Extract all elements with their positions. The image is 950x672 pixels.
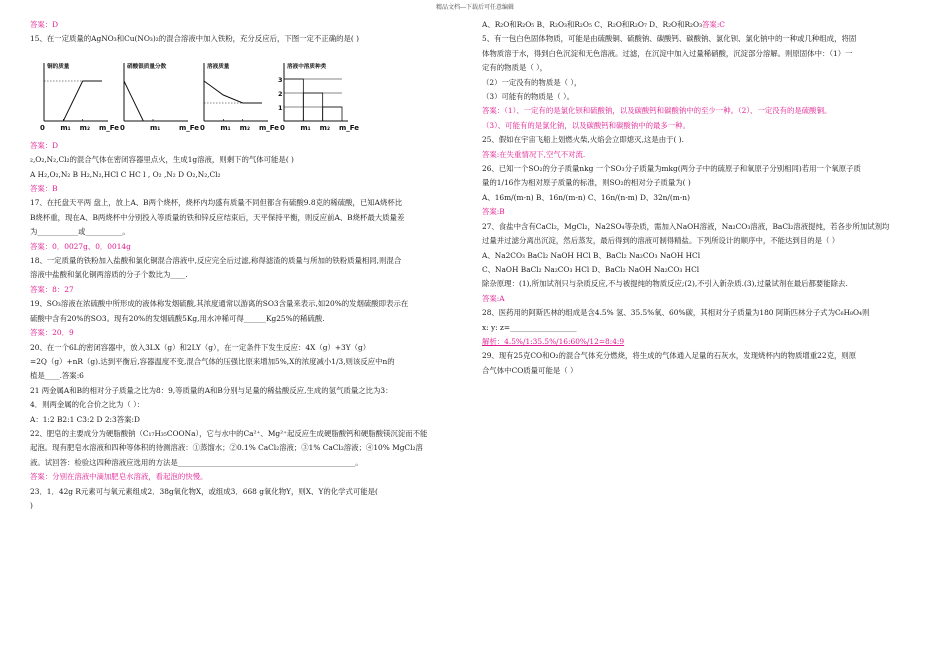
text-line: 27、食盐中含有CaCl₂，MgCl₂，Na2SO₄等杂质，需加入NaOH溶液，Na₂CO₃溶液，BaCl₂溶液提纯，若各步所加试剂均 — [482, 221, 890, 231]
tick-label: 0 — [200, 123, 205, 132]
series-line — [204, 81, 262, 103]
answer-line: 答案：分别在溶液中滴加肥皂水溶液，看起泡的快慢。 — [30, 472, 208, 482]
text-line: ₂,O₂,N₂,Cl₂的混合气体在密闭容器里点火，生成1g溶液，则剩下的气体可能是( ) — [30, 155, 294, 165]
text-line: 硫酸中含有20%的SO3。现有20%的发烟硫酸5Kg,用水冲稀可得______Kg25%的稀硫酸. — [30, 313, 325, 323]
options-text: A、R₂O和R₂O₅ B、R₂O₃和R₂O₅ C、R₂O和R₂O₇ D、R₂O和R₂O₃ — [482, 20, 703, 29]
tick-label: m₁ — [60, 123, 71, 132]
answer-line: 答案:B — [482, 207, 505, 217]
chart-title: 溶液中溶质种类 — [287, 63, 327, 70]
chart-block — [30, 51, 468, 139]
text-line: 合气体中CO质量可能是（ ） — [482, 365, 578, 375]
text-line: 18、一定质量的铁粉加入盐酸和氯化铜混合溶液中,反应完全后过滤,称得滤渣的质量与所加的铁粉质量相同,则混合 — [30, 256, 402, 266]
tick-label: m₂ — [79, 123, 91, 132]
answer-line: 答案：D — [30, 20, 59, 29]
answer-line: 答案:在失重情况下,空气不对流. — [482, 149, 586, 159]
text-line: ) — [30, 500, 33, 510]
series-line — [124, 81, 182, 121]
answer-line: 答案：0．0027g、0．0014g — [30, 241, 131, 251]
text-line: （2）一定没有的物质是（ ）， — [482, 77, 582, 87]
text-line: B烧杯重，现在A、B两烧杯中分别投入等质量的铁和锌反应结束后，天平保持平衡，则反应前A、B烧杯最大质量差 — [30, 212, 405, 222]
answer-line: 答案：20．9 — [30, 328, 74, 338]
answer-line: 答案：B — [30, 184, 58, 194]
text-line: 起泡。现有肥皂水溶液和四种等体积的待测溶液：①蒸馏水；②0.1% CaCl₂溶液；③1% CaCl₂溶液；④10% MgCl₂溶 — [30, 443, 423, 453]
text-line: 体物质溶于水，得到白色沉淀和无色溶液。过滤，在沉淀中加入过量稀硝酸，沉淀部分溶解。则原固体中：（1）一 — [482, 48, 853, 58]
answer-line: 答案：8：27 — [30, 284, 74, 294]
text-line: 26、已知一个SO₂的分子质量nkg 一个SO₃分子质量为mkg(两分子中的硫原子和氧原子分别相同)若用一个氧原子质 — [482, 164, 861, 174]
chart-4 — [278, 62, 359, 132]
tick-label: m_Fe — [339, 123, 360, 132]
text-line: 23．1．42g R元素可与氧元素组成2．38g氧化物X，或组成3．668 g氧化物Y，则X、Y的化学式可能是( — [30, 486, 378, 496]
tick-label: m_Fe — [179, 123, 200, 132]
tick-label: m_Fe — [259, 123, 280, 132]
tick-label: m_Fe — [99, 123, 120, 132]
text-line: 过量并过滤分离出沉淀，然后蒸发，最后得到的溶液可制得精盐。下列所设计的顺序中，不能达到目的是（ ） — [482, 236, 840, 246]
text-line: A H₂,O₂,N₂ B H₂,N₂,HCl C HC l , O₂ ,N₂ D O₂,N₂,Cl₂ — [30, 169, 221, 179]
series-line — [44, 81, 102, 121]
question-15-charts — [30, 51, 360, 139]
text-line: x: y: z=__________________ — [482, 322, 577, 332]
text-line: 17、在托盘天平两 盘上，放上A、B两个烧杯，烧杯内均盛有质量不同但都含有硫酸9.8克的稀硫酸，已知A烧杯比 — [30, 198, 403, 208]
tick-label: m₁ — [220, 123, 231, 132]
text-line: 29、现有25克CO和O₂的混合气体充分燃烧，将生成的气体通入足量的石灰水，发现烧杯内的物质增重22克，则原 — [482, 351, 857, 361]
text-line: 5、有一包白色固体物质，可能是由硫酸铜、硫酸钠、碳酸钙、碳酸钠、氯化钡、氯化钠中的一种或几种组成，将固 — [482, 34, 857, 44]
text-line: 植是____.答案:6 — [30, 371, 84, 381]
answer-text: 答案:C — [702, 20, 725, 29]
text-line: 溶液中盐酸和氯化铜两溶质的分子个数比为____. — [30, 270, 188, 280]
left-column — [30, 18, 468, 513]
text-line: 除杂原理：(1),所加试剂只与杂质反应,不与被提纯的物质反应;(2),不引入新杂质.(3),过量试剂在最后都要能除去. — [482, 279, 848, 289]
text-line: 22、肥皂的主要成分为硬脂酸钠（C₁₇H₃₅COONa），它与水中的Ca²⁺、Mg²⁺起反应生成硬脂酸钙和硬脂酸镁沉淀而不能 — [30, 428, 428, 438]
y-tick-label: 1 — [278, 103, 283, 112]
y-tick-label: 2 — [278, 89, 283, 98]
text-line: 21 两金属A和B的相对分子质量之比为8：9,等质量的A和B分别与足量的稀盐酸反应,生成的氢气质量之比为3： — [30, 385, 393, 395]
tick-label: m₁ — [300, 123, 311, 132]
answer-line: 答案：D — [30, 140, 59, 150]
answer-line: 解析：4.5%/1:35.5%/16:60%/12=8:4:9 — [482, 336, 625, 346]
tick-label: m₂ — [319, 123, 331, 132]
chart-3 — [200, 62, 279, 132]
text-line: 19、SO₃溶液在浓硫酸中所形成的液体称发烟硫酸,其浓度通常以游离的SO3含量来表示,如20%的发烟硫酸即表示在 — [30, 299, 409, 309]
chart-2 — [120, 62, 199, 132]
tick-label: 0 — [40, 123, 45, 132]
right-column — [482, 18, 922, 378]
answer-line: 答案：（1）、一定有的是氯化钡和硫酸钠，以及碳酸钙和碳酸钠中的至少一种。（2）、一定没有的是硫酸铜。 — [482, 106, 832, 116]
text-line: （3）可能有的物质是（ ）。 — [482, 92, 575, 102]
text-line: A、16m/(m-n) B、16n/(m-n) C、16n/(n-m) D、32n/(m-n) — [482, 192, 690, 202]
text-line: A：1:2 B2:1 C3:2 D 2:3答案:D — [30, 414, 140, 424]
text-line: 液。试回答：检验这四种溶液应选用的方法是________________________________________________。 — [30, 457, 363, 467]
chart-1 — [40, 62, 119, 132]
tick-label: 0 — [280, 123, 285, 132]
text-line: 定有的物质是（ ）， — [482, 63, 548, 73]
text-line: C、NaOH BaCl₂ Na₂CO₃ HCl D、BaCl₂ NaOH Na₂CO₃ HCl — [482, 264, 700, 274]
text-line: 15、在一定质量的AgNO₃和Cu(NO₃)₂的混合溶液中加入铁粉，充分反应后，下图一定不正确的是( ) — [30, 34, 359, 44]
text-line: 25、假如在宇宙飞船上划燃火柴,火焰会立即熄灭,这是由于( ). — [482, 135, 684, 145]
answer-line: 答案:A — [482, 293, 505, 303]
chart-title: 硝酸银质量分数 — [127, 63, 167, 70]
text-line: 28、医药用的阿斯匹林的组成是含4.5% 氢、35.5%氧、60%碳，其相对分子质量为180 阿斯匹林分子式为C₆H₈O₄则 — [482, 308, 870, 318]
tick-label: m₁ — [150, 123, 161, 132]
answer-line: （3）、可能有的是氯化钠，以及碳酸钙和碳酸钠中的最多一种。 — [482, 120, 690, 130]
tick-label: 0 — [120, 123, 125, 132]
text-line: 为___________或__________。 — [30, 227, 130, 237]
page-header: 精品文档---下载后可任意编辑 — [435, 4, 515, 11]
bar — [323, 107, 342, 121]
tick-label: m₂ — [239, 123, 251, 132]
text-line: 量的1/16作为相对原子质量的标准，则SO₂的相对分子质量为( ) — [482, 178, 691, 188]
text-line: 4．则两金属的化合价之比为（ ）： — [30, 400, 145, 410]
text-line: 20、在一个6L的密闭容器中，放入3LX（g）和2LY（g），在一定条件下发生反应：4X（g）+3Y（g） — [30, 342, 371, 352]
chart-title: 铜的质量 — [47, 63, 70, 70]
bar — [284, 79, 303, 121]
y-tick-label: 3 — [278, 75, 283, 84]
text-line: A、Na2CO₃ BaCl₂ NaOH HCl B、BaCl₂ Na₂CO₃ NaOH HCl — [482, 250, 701, 260]
text-line: =2Q（g）+nR（g).达到平衡后,容器温度不变,混合气体的压强比原来增加5%,X的浓度减小1/3,则该反应中n的 — [30, 356, 395, 366]
chart-title: 溶液质量 — [207, 63, 230, 70]
text-line — [482, 18, 922, 32]
